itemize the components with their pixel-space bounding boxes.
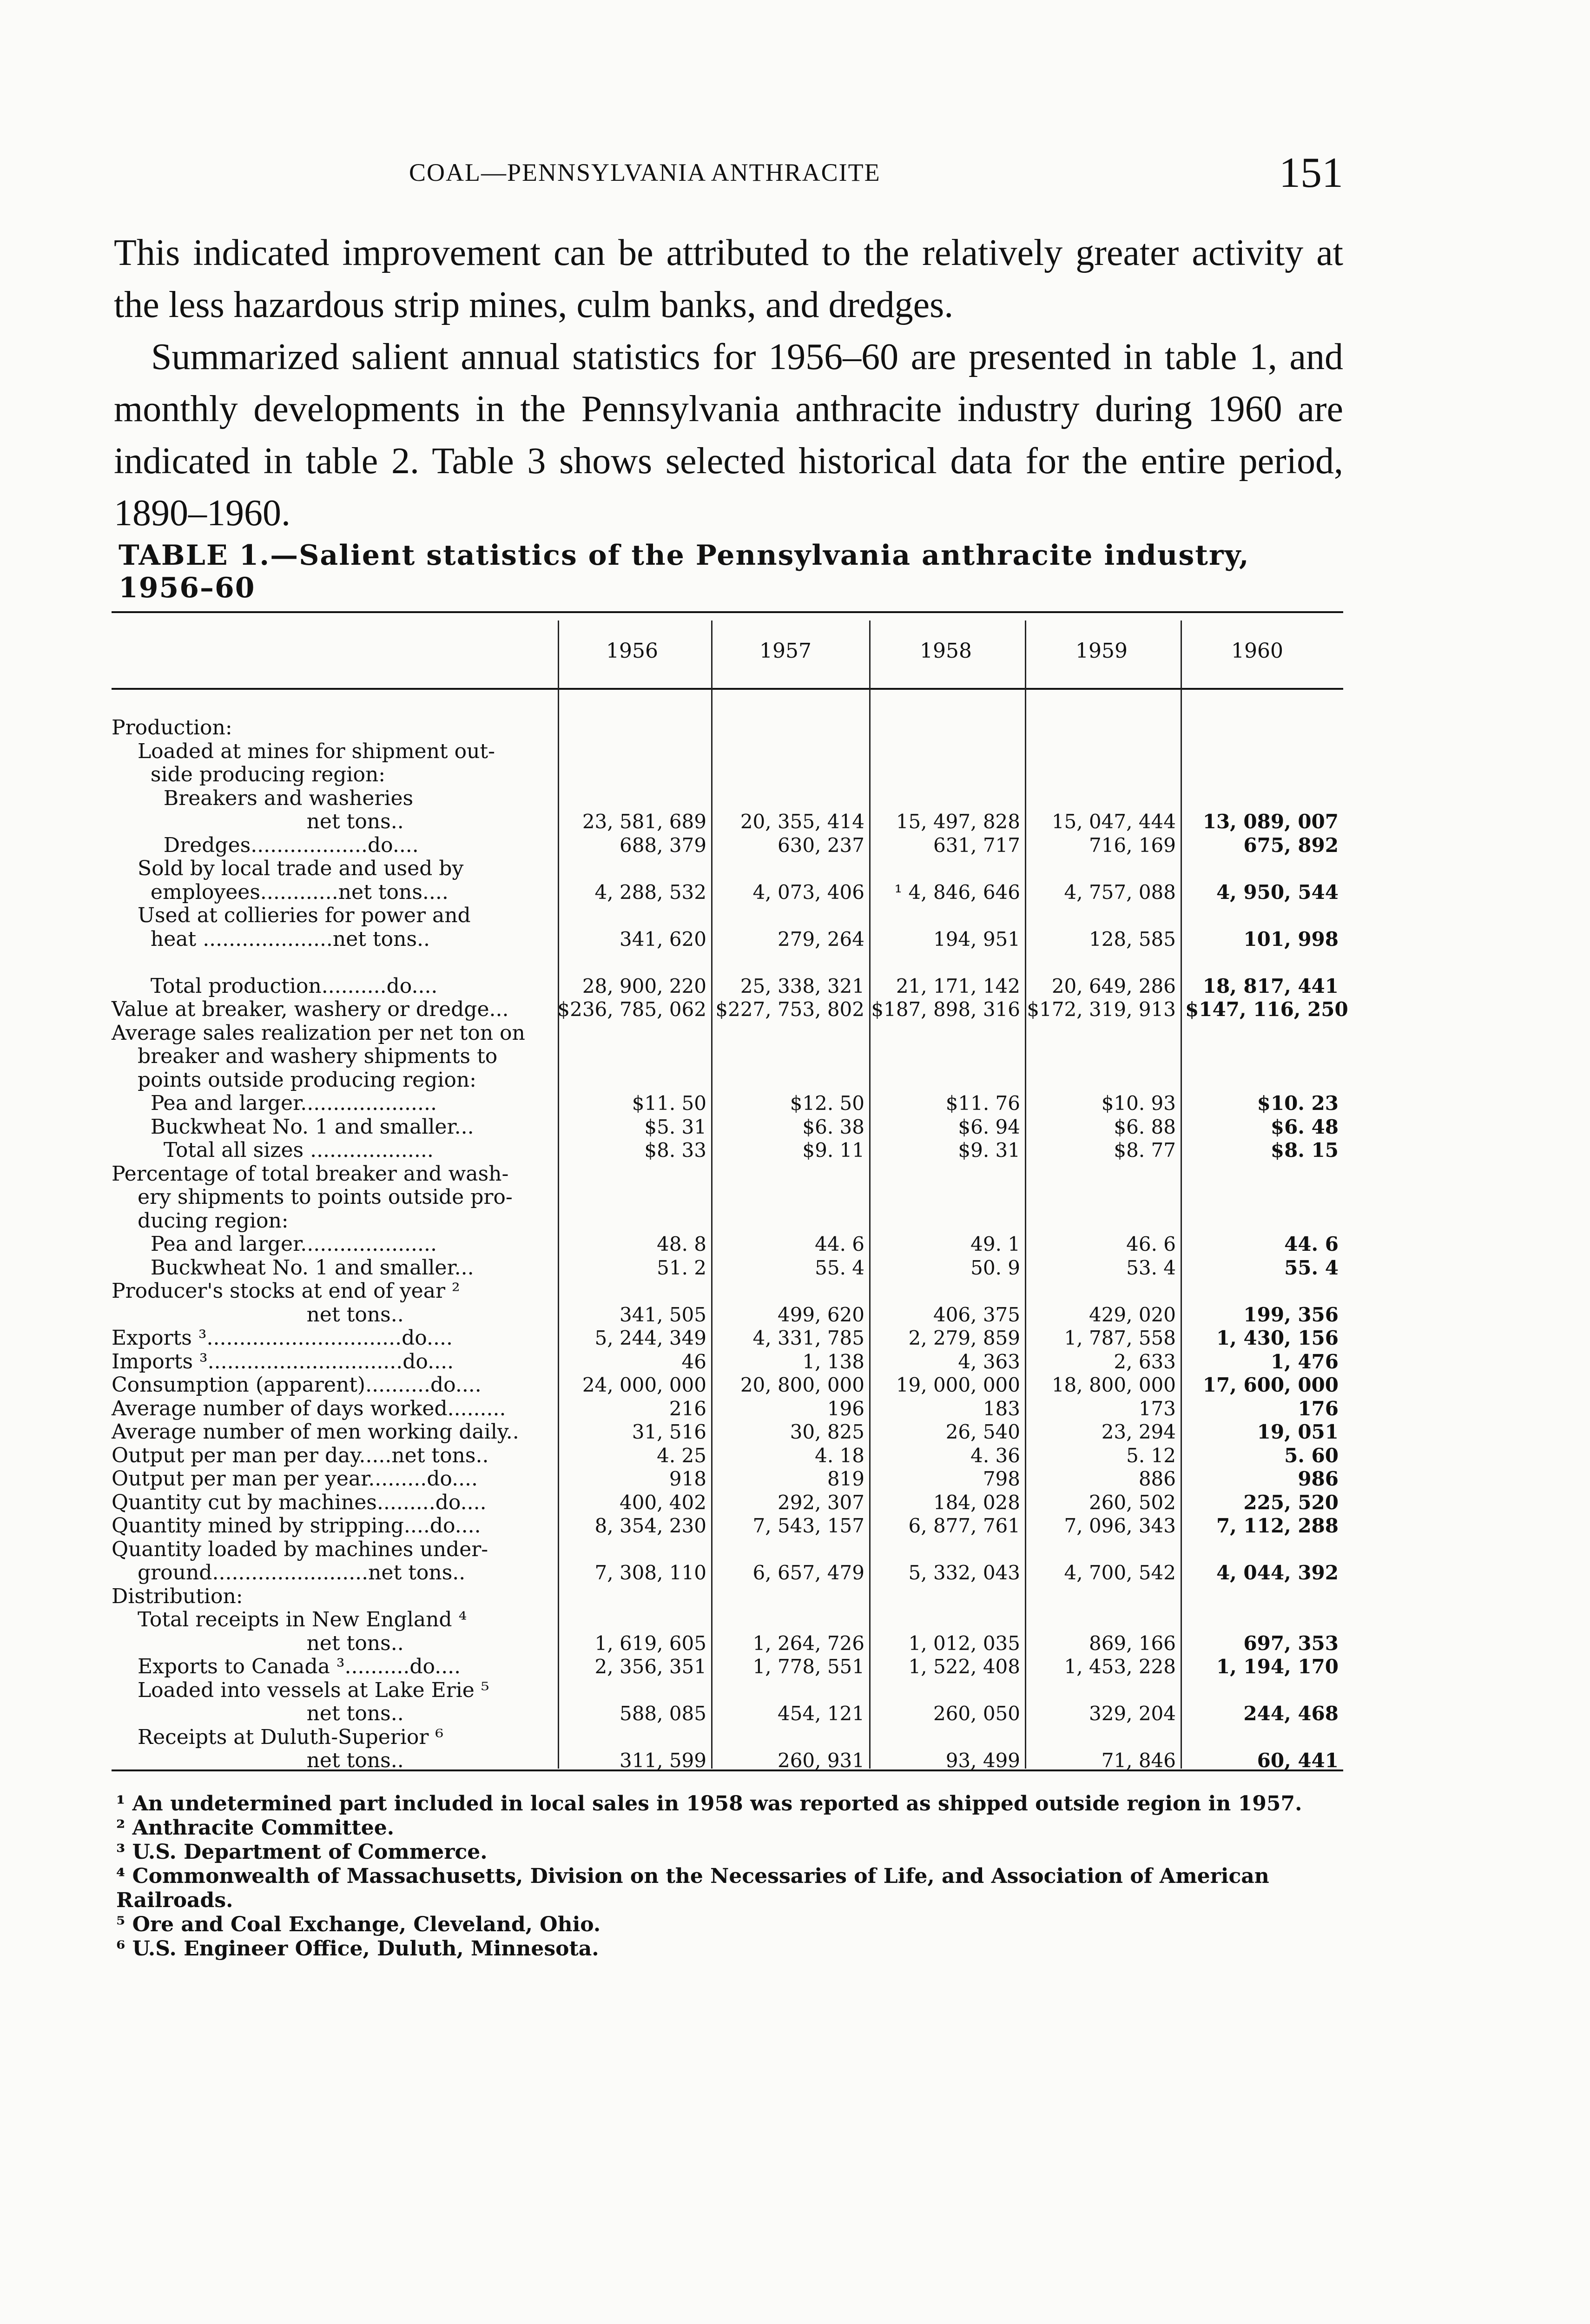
- table-top-rule: [112, 611, 1343, 613]
- row-label: side producing region:: [112, 763, 386, 786]
- cell-1959: $6. 88: [1114, 1115, 1176, 1138]
- cell-1960: 5. 60: [1284, 1444, 1339, 1467]
- row-label: Quantity cut by machines.........do....: [112, 1490, 487, 1514]
- row-label: Buckwheat No. 1 and smaller...: [112, 1255, 474, 1280]
- row-label: ery shipments to points outside pro-: [112, 1185, 513, 1209]
- table-row: [112, 716, 1343, 740]
- cell-1956: 1, 619, 605: [594, 1631, 706, 1655]
- cell-1958: 21, 171, 142: [896, 974, 1020, 997]
- table-row: [112, 857, 1343, 881]
- table-row: [112, 1467, 1343, 1491]
- row-label: Sold by local trade and used by: [112, 857, 464, 880]
- cell-1958: 15, 497, 828: [896, 810, 1020, 833]
- cell-1960: 697, 353: [1243, 1631, 1339, 1655]
- cell-1956: 2, 356, 351: [594, 1655, 706, 1678]
- cell-1957: $227, 753, 802: [715, 998, 864, 1021]
- table-row: [112, 1538, 1343, 1562]
- table-row: [112, 1044, 1343, 1069]
- footnote-1: ¹ An undetermined part included in local sales in 1958 was reported as shipped outside region in 1957.: [116, 1792, 1302, 1816]
- table-row: [112, 1115, 1343, 1139]
- cell-1957: 4, 073, 406: [752, 880, 864, 904]
- cell-1956: 7, 308, 110: [594, 1561, 706, 1584]
- table-row: [112, 1209, 1343, 1233]
- table-row: [112, 1068, 1343, 1092]
- cell-1956: 216: [669, 1397, 706, 1420]
- intro-text: [114, 227, 1343, 539]
- cell-1959: 23, 294: [1101, 1420, 1176, 1443]
- cell-1957: 25, 338, 321: [740, 974, 864, 997]
- cell-1960: 1, 194, 170: [1216, 1655, 1339, 1678]
- cell-1957: 55. 4: [815, 1256, 864, 1279]
- cell-1960: $10. 23: [1257, 1092, 1339, 1115]
- cell-1960: 225, 520: [1243, 1491, 1339, 1514]
- row-label: Quantity mined by stripping....do....: [112, 1514, 481, 1538]
- cell-1960: 13, 089, 007: [1202, 810, 1339, 833]
- row-label: employees............net tons....: [112, 880, 449, 904]
- row-label: Breakers and washeries: [112, 786, 414, 810]
- row-label: Distribution:: [112, 1584, 243, 1608]
- row-label: Output per man per year.........do....: [112, 1467, 478, 1491]
- table-row: [112, 1585, 1343, 1609]
- cell-1958: 50. 9: [970, 1256, 1020, 1279]
- cell-1960: $147, 116, 250: [1185, 998, 1348, 1021]
- cell-1960: 1, 476: [1270, 1350, 1339, 1373]
- cell-1957: 4. 18: [815, 1444, 864, 1467]
- row-label: net tons..: [112, 1749, 404, 1772]
- column-header-1958: 1958: [920, 639, 972, 663]
- row-label: Production:: [112, 716, 232, 739]
- table-row: [112, 1303, 1343, 1327]
- cell-1957: 44. 6: [815, 1233, 864, 1255]
- row-label: Receipts at Duluth-Superior ⁶: [112, 1725, 444, 1749]
- cell-1956: 28, 900, 220: [582, 974, 706, 997]
- cell-1956: $5. 31: [644, 1115, 706, 1138]
- row-label: Exports to Canada ³..........do....: [112, 1655, 461, 1678]
- cell-1956: $8. 33: [644, 1139, 706, 1162]
- row-label: Used at collieries for power and: [112, 904, 471, 927]
- cell-1956: 341, 620: [619, 927, 706, 951]
- table-row: [112, 951, 1343, 975]
- running-head: [121, 148, 1343, 199]
- row-label: Exports ³..............................do....: [112, 1326, 453, 1350]
- cell-1960: 244, 468: [1243, 1702, 1339, 1725]
- table-row: [112, 1514, 1343, 1538]
- cell-1957: 30, 825: [790, 1420, 864, 1443]
- cell-1958: 798: [983, 1467, 1020, 1490]
- cell-1960: 199, 356: [1243, 1303, 1339, 1326]
- table-row: [112, 1091, 1343, 1116]
- cell-1956: 400, 402: [619, 1491, 706, 1514]
- cell-1959: 18, 800, 000: [1051, 1373, 1176, 1396]
- cell-1958: 19, 000, 000: [896, 1373, 1020, 1396]
- cell-1957: 499, 620: [777, 1303, 864, 1326]
- cell-1956: 46: [681, 1350, 706, 1373]
- table-row: [112, 810, 1343, 834]
- cell-1957: 20, 800, 000: [740, 1373, 864, 1396]
- cell-1960: 17, 600, 000: [1202, 1373, 1339, 1396]
- cell-1958: 631, 717: [933, 833, 1020, 857]
- cell-1957: 196: [827, 1397, 864, 1420]
- cell-1958: 2, 279, 859: [908, 1327, 1020, 1349]
- running-title: COAL—PENNSYLVANIA ANTHRACITE: [409, 158, 881, 186]
- cell-1957: $6. 38: [802, 1115, 864, 1138]
- intro-paragraph-2: Summarized salient annual statistics for 1956–60 are presented in table 1, and monthly developments in the Pennsylvania anthracite industry during 1960 are indicated in table 2. Table 3 shows selected historical data for the entire period, 1890–1960.: [114, 337, 1343, 534]
- cell-1960: 7, 112, 288: [1216, 1514, 1339, 1537]
- cell-1959: 329, 204: [1089, 1702, 1176, 1725]
- footnote-4-continued: Railroads.: [116, 1888, 233, 1912]
- table-row: [112, 1631, 1343, 1656]
- cell-1957: $12. 50: [790, 1092, 864, 1115]
- table-row: [112, 1397, 1343, 1421]
- row-label: Total receipts in New England ⁴: [112, 1608, 467, 1631]
- cell-1958: 183: [983, 1397, 1020, 1420]
- row-label: net tons..: [112, 1702, 404, 1725]
- cell-1960: 4, 044, 392: [1216, 1561, 1339, 1584]
- cell-1958: 4, 363: [958, 1350, 1020, 1373]
- row-label: breaker and washery shipments to: [112, 1044, 498, 1068]
- row-label: Imports ³..............................do....: [112, 1349, 454, 1373]
- cell-1957: 20, 355, 414: [740, 810, 864, 833]
- cell-1959: 1, 787, 558: [1064, 1327, 1176, 1349]
- row-label: ground........................net tons..: [112, 1561, 466, 1585]
- cell-1958: $11. 76: [945, 1092, 1020, 1115]
- row-label: Average sales realization per net ton on: [112, 1021, 525, 1045]
- table-row: [112, 1678, 1343, 1703]
- row-label: Loaded at mines for shipment out-: [112, 739, 495, 763]
- cell-1958: 1, 012, 035: [908, 1631, 1020, 1655]
- cell-1958: 260, 050: [933, 1702, 1020, 1725]
- cell-1956: 5, 244, 349: [594, 1327, 706, 1349]
- table-row: [112, 904, 1343, 928]
- footnote-5: ⁵ Ore and Coal Exchange, Cleveland, Ohio.: [116, 1913, 601, 1936]
- cell-1958: 93, 499: [945, 1749, 1020, 1772]
- table-row: [112, 1373, 1343, 1397]
- row-label: net tons..: [112, 1631, 404, 1655]
- table-row: [112, 880, 1343, 905]
- row-label: points outside producing region:: [112, 1068, 476, 1092]
- row-label: Buckwheat No. 1 and smaller...: [112, 1115, 474, 1139]
- row-label: Producer's stocks at end of year ²: [112, 1279, 460, 1303]
- cell-1956: 23, 581, 689: [582, 810, 706, 833]
- cell-1959: 173: [1138, 1397, 1176, 1420]
- table-row: [112, 997, 1348, 1022]
- cell-1960: $8. 15: [1270, 1139, 1339, 1162]
- cell-1957: 279, 264: [777, 927, 864, 951]
- column-header-1959: 1959: [1075, 639, 1128, 663]
- cell-1960: 176: [1298, 1397, 1339, 1420]
- cell-1957: 819: [827, 1467, 864, 1490]
- cell-1956: 341, 505: [619, 1303, 706, 1326]
- table-row: [112, 1608, 1343, 1632]
- cell-1960: $6. 48: [1270, 1115, 1339, 1138]
- cell-1956: 918: [669, 1467, 706, 1490]
- row-label: Quantity loaded by machines under-: [112, 1537, 488, 1561]
- cell-1957: 292, 307: [777, 1491, 864, 1514]
- cell-1958: $6. 94: [958, 1115, 1020, 1138]
- cell-1959: $8. 77: [1114, 1139, 1176, 1162]
- table-row: [112, 1279, 1343, 1303]
- cell-1956: 51. 2: [657, 1256, 706, 1279]
- table-row: [112, 1162, 1343, 1186]
- cell-1958: $187, 898, 316: [871, 998, 1020, 1021]
- table-row: [112, 1326, 1343, 1350]
- cell-1960: 44. 6: [1284, 1233, 1339, 1255]
- cell-1957: 1, 138: [802, 1350, 864, 1373]
- cell-1959: 53. 4: [1126, 1256, 1176, 1279]
- row-label: net tons..: [112, 810, 404, 833]
- cell-1959: 886: [1138, 1467, 1176, 1490]
- cell-1958: 49. 1: [970, 1233, 1020, 1255]
- cell-1958: $9. 31: [958, 1139, 1020, 1162]
- footnote-2: ² Anthracite Committee.: [116, 1816, 395, 1840]
- cell-1960: 60, 441: [1257, 1749, 1339, 1772]
- cell-1960: 18, 817, 441: [1202, 974, 1339, 997]
- row-label: net tons..: [112, 1302, 404, 1327]
- cell-1958: 184, 028: [933, 1491, 1020, 1514]
- cell-1959: $172, 319, 913: [1027, 998, 1176, 1021]
- table-caption: TABLE 1.—Salient statistics of the Pennsylvania anthracite industry, 1956–60: [119, 539, 1250, 604]
- table-row: [112, 974, 1343, 998]
- row-label: heat ....................net tons..: [112, 927, 430, 951]
- row-label: Loaded into vessels at Lake Erie ⁵: [112, 1678, 489, 1702]
- cell-1959: 260, 502: [1089, 1491, 1176, 1514]
- cell-1956: 688, 379: [619, 833, 706, 857]
- table-row: [112, 1021, 1343, 1045]
- table-row: [112, 1185, 1343, 1209]
- cell-1959: 15, 047, 444: [1051, 810, 1176, 833]
- table-row: [112, 1702, 1343, 1726]
- cell-1956: 48. 8: [657, 1233, 706, 1255]
- cell-1959: 1, 453, 228: [1064, 1655, 1176, 1678]
- intro-paragraph-1: This indicated improvement can be attributed to the relatively greater activity at the less hazardous strip mines, culm banks, and dredges.: [114, 232, 1343, 325]
- cell-1956: 311, 599: [619, 1749, 706, 1772]
- cell-1959: 429, 020: [1089, 1303, 1176, 1326]
- table-row: [112, 1350, 1343, 1374]
- cell-1959: 20, 649, 286: [1051, 974, 1176, 997]
- column-header-1956: 1956: [606, 639, 658, 663]
- cell-1960: 101, 998: [1243, 927, 1339, 951]
- table-row: [112, 1420, 1343, 1444]
- row-label: Percentage of total breaker and wash-: [112, 1162, 509, 1186]
- cell-1959: 46. 6: [1126, 1233, 1176, 1255]
- table-row: [112, 786, 1343, 811]
- cell-1958: 5, 332, 043: [908, 1561, 1020, 1584]
- page-number: 151: [1279, 149, 1343, 196]
- cell-1957: 4, 331, 785: [752, 1327, 864, 1349]
- cell-1960: 675, 892: [1243, 833, 1339, 857]
- row-label: Total all sizes ...................: [112, 1138, 434, 1162]
- cell-1958: 1, 522, 408: [908, 1655, 1020, 1678]
- table-row: [112, 1561, 1343, 1585]
- cell-1960: 55. 4: [1284, 1256, 1339, 1279]
- table-row: [112, 833, 1343, 858]
- cell-1956: 4, 288, 532: [594, 880, 706, 904]
- cell-1957: 260, 931: [777, 1749, 864, 1772]
- cell-1957: 6, 657, 479: [752, 1561, 864, 1584]
- row-label: Consumption (apparent)..........do....: [112, 1373, 482, 1397]
- table-row: [112, 1491, 1343, 1515]
- cell-1956: 31, 516: [632, 1420, 706, 1443]
- cell-1959: 869, 166: [1089, 1631, 1176, 1655]
- row-label: ducing region:: [112, 1208, 289, 1233]
- cell-1959: 128, 585: [1089, 927, 1176, 951]
- table-row: [112, 1655, 1343, 1679]
- cell-1958: ¹ 4, 846, 646: [894, 880, 1020, 904]
- table-row: [112, 1138, 1343, 1162]
- cell-1958: 406, 375: [933, 1303, 1020, 1326]
- row-label: Average number of days worked.........: [112, 1396, 506, 1420]
- footnote-3: ³ U.S. Department of Commerce.: [116, 1840, 488, 1864]
- cell-1958: 6, 877, 761: [908, 1514, 1020, 1537]
- cell-1957: 1, 264, 726: [752, 1631, 864, 1655]
- cell-1956: 8, 354, 230: [594, 1514, 706, 1537]
- cell-1960: 4, 950, 544: [1216, 880, 1339, 904]
- cell-1959: 716, 169: [1089, 833, 1176, 857]
- cell-1960: 1, 430, 156: [1216, 1327, 1339, 1349]
- cell-1956: $11. 50: [632, 1092, 706, 1115]
- cell-1956: 24, 000, 000: [582, 1373, 706, 1396]
- table-row: [112, 927, 1343, 951]
- cell-1956: 4. 25: [657, 1444, 706, 1467]
- cell-1959: 7, 096, 343: [1064, 1514, 1176, 1537]
- cell-1960: 19, 051: [1257, 1420, 1339, 1443]
- row-label: Total production..........do....: [112, 974, 438, 998]
- table-row: [112, 1256, 1343, 1280]
- table-row: [112, 1725, 1343, 1750]
- row-label: Output per man per day.....net tons..: [112, 1443, 489, 1467]
- table-row: [112, 1749, 1343, 1773]
- row-label: Pea and larger.....................: [112, 1232, 437, 1256]
- cell-1956: $236, 785, 062: [557, 998, 706, 1021]
- cell-1959: 2, 633: [1114, 1350, 1176, 1373]
- footnote-6: ⁶ U.S. Engineer Office, Duluth, Minnesota.: [116, 1937, 599, 1961]
- column-header-1960: 1960: [1231, 639, 1283, 663]
- footnote-4: ⁴ Commonwealth of Massachusetts, Division on the Necessaries of Life, and Association of American: [116, 1864, 1269, 1888]
- cell-1958: 26, 540: [945, 1420, 1020, 1443]
- cell-1956: 588, 085: [619, 1702, 706, 1725]
- table-row: [112, 1232, 1343, 1256]
- cell-1959: 71, 846: [1101, 1749, 1176, 1772]
- table-row: [112, 1444, 1343, 1468]
- row-label: Dredges..................do....: [112, 833, 419, 857]
- cell-1959: 5. 12: [1126, 1444, 1176, 1467]
- cell-1957: 1, 778, 551: [752, 1655, 864, 1678]
- row-label: Pea and larger.....................: [112, 1091, 437, 1115]
- cell-1957: 454, 121: [777, 1702, 864, 1725]
- table-header-rule: [112, 688, 1343, 690]
- footnotes: [116, 1792, 1348, 1961]
- column-header-1957: 1957: [759, 639, 811, 663]
- cell-1958: 4. 36: [970, 1444, 1020, 1467]
- row-label: Value at breaker, washery or dredge...: [112, 997, 509, 1021]
- table-row: [112, 739, 1343, 764]
- cell-1958: 194, 951: [933, 927, 1020, 951]
- row-label: Average number of men working daily..: [112, 1420, 519, 1444]
- cell-1959: 4, 700, 542: [1064, 1561, 1176, 1584]
- cell-1957: $9. 11: [802, 1139, 864, 1162]
- cell-1960: 986: [1298, 1467, 1339, 1490]
- table-row: [112, 763, 1343, 787]
- cell-1957: 7, 543, 157: [752, 1514, 864, 1537]
- cell-1959: 4, 757, 088: [1064, 880, 1176, 904]
- cell-1957: 630, 237: [777, 833, 864, 857]
- cell-1959: $10. 93: [1101, 1092, 1176, 1115]
